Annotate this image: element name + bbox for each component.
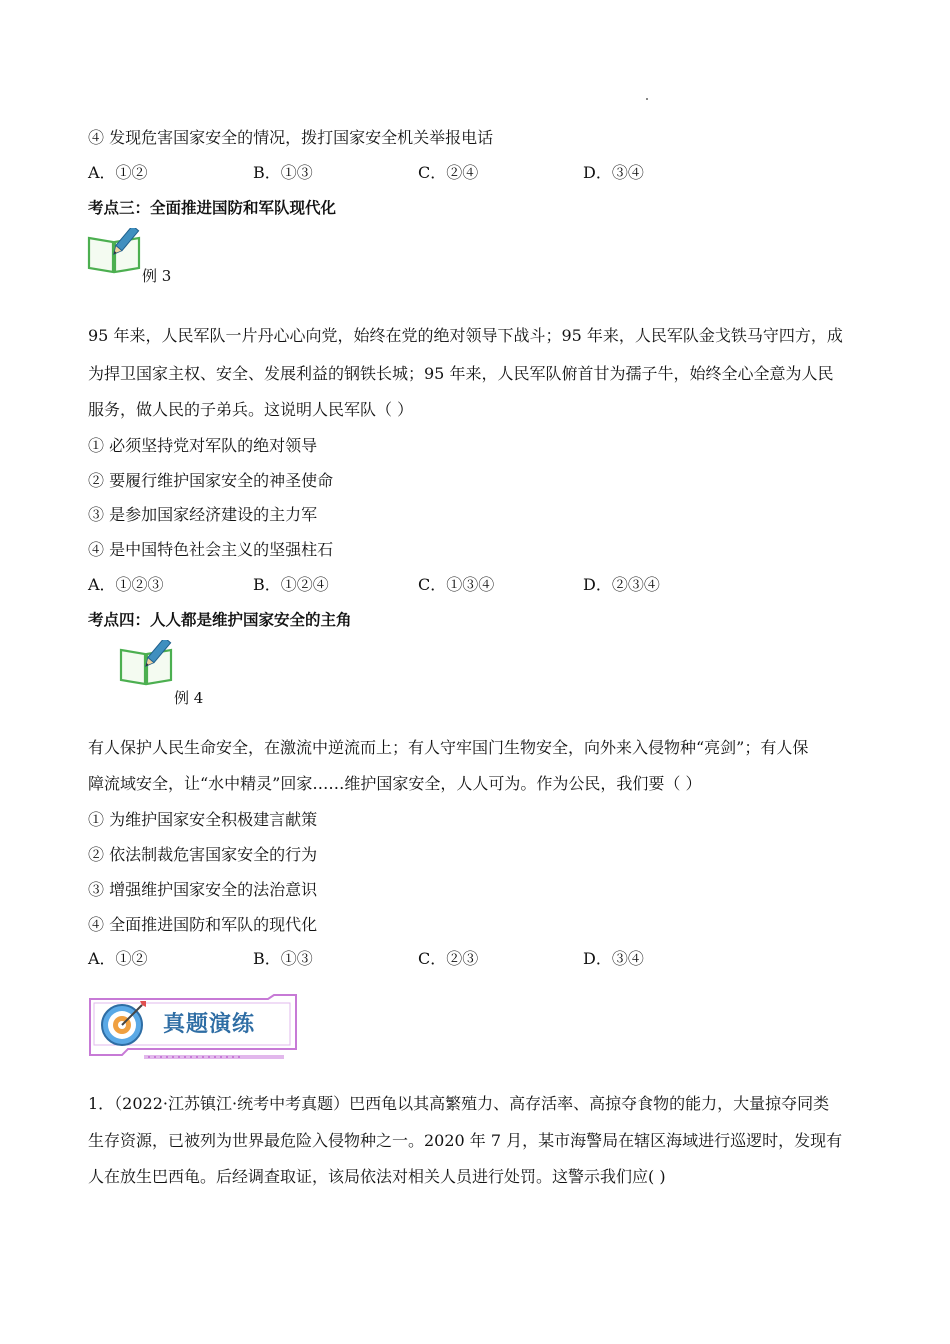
example-3-label: 例 3: [142, 267, 172, 285]
section4-heading: 考点四：人人都是维护国家安全的主角: [88, 611, 352, 629]
question1-line-3: 人在放生巴西龟。后经调查取证，该局依法对相关人员进行处罚。这警示我们应( ): [88, 1167, 666, 1186]
section3-answer-b: B．①②④: [253, 575, 329, 594]
section3-option-1: ① 必须坚持党对军队的绝对领导: [88, 436, 318, 455]
prev-answer-c: C．②④: [418, 163, 479, 182]
section3-option-2: ② 要履行维护国家安全的神圣使命: [88, 471, 334, 490]
question1-line-2: 生存资源，已被列为世界最危险入侵物种之一。2020 年 7 月，某市海警局在辖区海域进行巡逻时，发现有: [88, 1131, 843, 1150]
section3-stem-line-3: 服务，做人民的子弟兵。这说明人民军队（ ）: [88, 400, 414, 419]
prev-answer-a: A．①②: [88, 163, 148, 182]
question1-line-1: 1．（2022·江苏镇江·统考中考真题）巴西龟以其高繁殖力、高存活率、高掠夺食物的能力，大量掠夺同类: [88, 1094, 830, 1113]
section4-option-3: ③ 增强维护国家安全的法治意识: [88, 880, 318, 899]
section4-option-2: ② 依法制裁危害国家安全的行为: [88, 845, 318, 864]
section3-option-4: ④ 是中国特色社会主义的坚强柱石: [88, 540, 334, 559]
section4-answer-a: A．①②: [88, 949, 148, 968]
section3-answer-c: C．①③④: [418, 575, 495, 594]
section3-stem-line-2: 为捍卫国家主权、安全、发展利益的钢铁长城；95 年来，人民军队俯首甘为孺子牛，始终全心全意为人民: [88, 364, 834, 383]
banner-title: 真题演练: [163, 1012, 256, 1037]
section4-answer-c: C．②③: [418, 949, 479, 968]
book-pencil-icon: [118, 640, 174, 688]
example-4-label: 例 4: [174, 689, 204, 707]
section3-option-3: ③ 是参加国家经济建设的主力军: [88, 505, 318, 524]
section4-option-4: ④ 全面推进国防和军队的现代化: [88, 915, 318, 934]
prev-answer-d: D．③④: [583, 163, 644, 182]
section4-stem-line-1: 有人保护人民生命安全，在激流中逆流而上；有人守牢国门生物安全，向外来入侵物种“亮剑”；有人保: [88, 738, 809, 757]
section4-answer-b: B．①③: [253, 949, 313, 968]
section4-option-1: ① 为维护国家安全积极建言献策: [88, 810, 318, 829]
section3-stem-line-1: 95 年来，人民军队一片丹心心向党，始终在党的绝对领导下战斗；95 年来，人民军队金戈铁马守四方，成: [88, 326, 843, 345]
page-mark: [646, 98, 648, 100]
book-pencil-icon: [86, 228, 142, 276]
section3-heading: 考点三：全面推进国防和军队现代化: [88, 199, 337, 217]
prev-option-4: ④ 发现危害国家安全的情况，拨打国家安全机关举报电话: [88, 128, 494, 147]
section3-answer-d: D．②③④: [583, 575, 660, 594]
section3-answer-a: A．①②③: [88, 575, 164, 594]
prev-answer-b: B．①③: [253, 163, 313, 182]
section4-stem-line-2: 障流域安全，让“水中精灵”回家……维护国家安全，人人可为。作为公民，我们要（ ）: [88, 774, 702, 793]
section4-answer-d: D．③④: [583, 949, 644, 968]
